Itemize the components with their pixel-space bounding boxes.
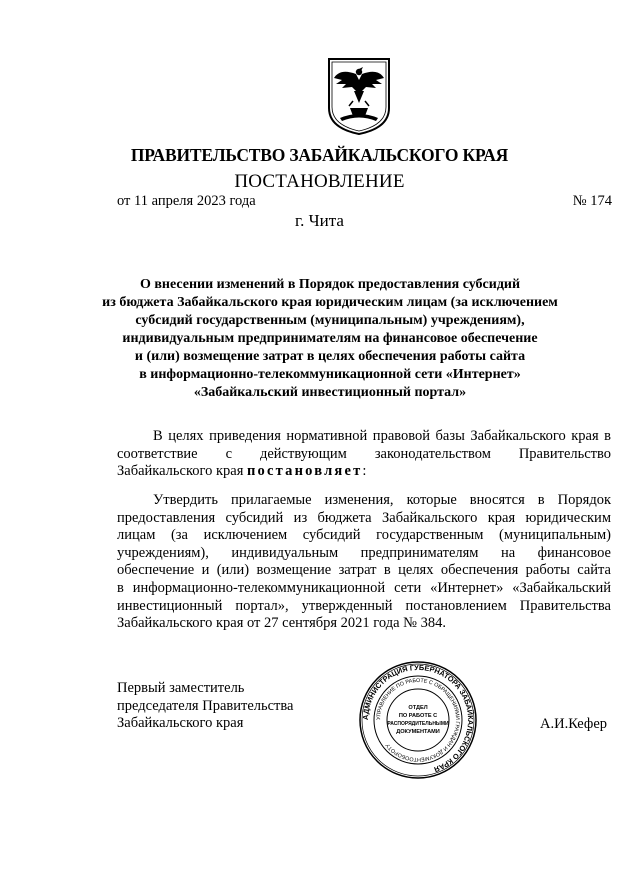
document-date: от 11 апреля 2023 года [117, 193, 256, 209]
title-line: и (или) возмещение затрат в целях обеспечения работы сайта [134, 349, 526, 364]
paragraph-line: в информационно-телекоммуникационной сети «Интернет» «Забайкальский [117, 579, 611, 596]
paragraph-line: обеспечение и (или) возмещение затрат в целях обеспечения работы сайта [117, 562, 611, 579]
stamp-center-line: ДОКУМЕНТАМИ [396, 729, 440, 735]
title-line: О внесении изменений в Порядок предоставления субсидий [139, 277, 521, 292]
paragraph-line: В целях приведения нормативной правовой базы Забайкальского края в [153, 428, 611, 444]
signatory-position-line: председателя Правительства [117, 697, 294, 714]
title-line: в информационно-телекоммуникационной сети «Интернет» [139, 367, 521, 382]
document-type: ПОСТАНОВЛЕНИЕ [234, 171, 405, 192]
paragraph-text: Забайкальского края [117, 463, 247, 480]
title-line: субсидий государственным (муниципальным) учреждениям), [135, 313, 525, 328]
document-title [100, 276, 560, 402]
title-line: индивидуальным предпринимателям на финансовое обеспечение [122, 331, 538, 346]
signatory-position [117, 680, 293, 733]
signatory-position-line: Забайкальского края [117, 715, 244, 732]
paragraph-line: Утвердить прилагаемые изменения, которые вносятся в Порядок [153, 492, 611, 508]
title-line: из бюджета Забайкальского края юридическим лицам (за исключением [102, 295, 558, 310]
paragraph-line: учреждениям), индивидуальным предпринимателям на финансовое [117, 544, 611, 561]
svg-text:УПРАВЛЕНИЕ ПО РАБОТЕ С ОБРАЩЕН [376, 678, 460, 762]
stamp-center-line: ОТДЕЛ [408, 705, 428, 711]
signatory-position-line: Первый заместитель [117, 680, 245, 696]
preamble-paragraph [117, 428, 611, 481]
government-name: ПРАВИТЕЛЬСТВО ЗАБАЙКАЛЬСКОГО КРАЯ [130, 145, 509, 165]
signatory-name: А.И.Кефер [540, 716, 608, 732]
document-city: г. Чита [295, 211, 344, 230]
stamp-outer-text: АДМИНИСТРАЦИЯ ГУБЕРНАТОРА ЗАБАЙКАЛЬСКОГО КРАЯ [360, 662, 476, 775]
paragraph-line [117, 463, 611, 481]
paragraph-line: предоставления субсидий из бюджета Забайкальского края юридическим [117, 509, 611, 526]
stamp-center-line: ПО РАБОТЕ С [398, 713, 438, 719]
paragraph-line: инвестиционный портал», утвержденный постановлением Правительства [117, 597, 611, 614]
title-line: «Забайкальский инвестиционный портал» [193, 385, 467, 400]
paragraph-text: : [362, 463, 367, 480]
paragraph-line: Забайкальского края от 27 сентября 2021 года № 384. [117, 615, 446, 632]
stamp-ring-text: УПРАВЛЕНИЕ ПО РАБОТЕ С ОБРАЩЕНИЯМИ ГРАЖДАН И ДОКУМЕНТООБОРОТУ [375, 677, 461, 763]
resolves-word: постановляет [247, 463, 363, 480]
stamp-center-line: РАСПОРЯДИТЕЛЬНЫМИ [387, 721, 449, 727]
official-stamp [358, 660, 478, 780]
paragraph-line: соответствие с действующим законодательством Правительство [117, 445, 611, 462]
coat-of-arms-icon [326, 56, 392, 136]
resolution-paragraph [117, 492, 611, 633]
document-number: № 174 [572, 193, 612, 209]
paragraph-line: лицам (за исключением субсидий государственным (муниципальным) [117, 527, 611, 544]
